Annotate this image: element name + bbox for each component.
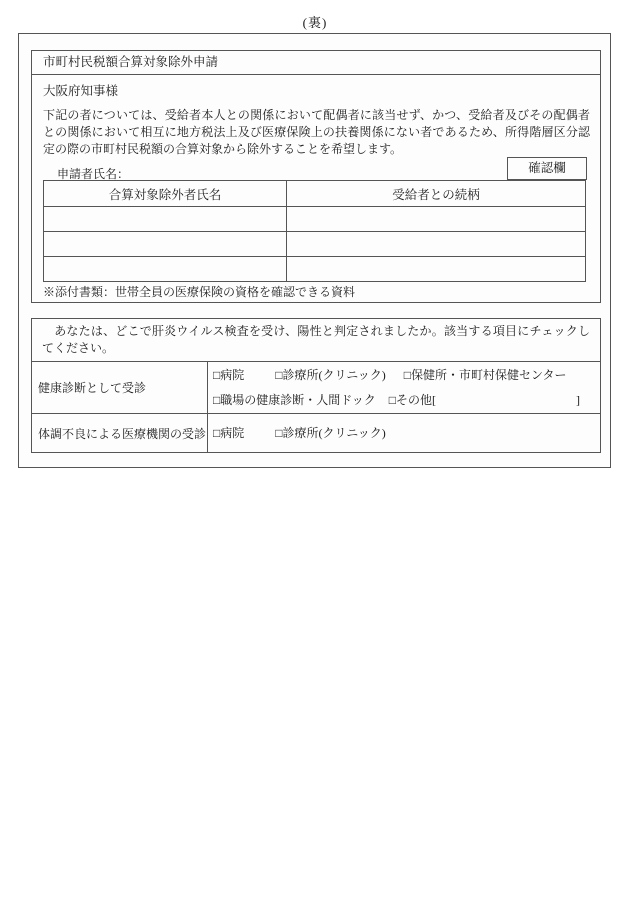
checkbox-option-clinic[interactable]: □診療所(クリニック) (275, 367, 386, 382)
applicant-name-label: 申請者氏名： (57, 167, 130, 181)
options-line (213, 363, 600, 388)
attachment-note: ※添付書類：世帯全員の医療保険の資格を確認できる資料 (43, 285, 356, 299)
checkbox-option-hospital[interactable]: □病院 (213, 367, 245, 382)
excluded-persons-table (43, 180, 586, 282)
confirmation-column-label: 確認欄 (528, 161, 566, 175)
column-header-relationship: 受給者との続柄 (287, 181, 586, 207)
options-line (213, 421, 600, 446)
illness-visit-options (208, 414, 600, 453)
checkbox-option-hospital[interactable]: □病院 (213, 426, 245, 440)
excluded-name-cell[interactable] (44, 207, 287, 232)
excluded-name-cell[interactable] (44, 257, 287, 282)
checkbox-option-health-center[interactable]: □保健所・市町村保健センター (403, 367, 567, 382)
application-body-text: 下記の者については、受給者本人との関係において配偶者に該当せず、かつ、受給者及びその配偶者との関係において相互に地方税法上及び医療保険上の扶養関係にない者であるため、所得階層区分認定の際の市町村民税額の合算対象から除外することを希望します。 (43, 108, 590, 156)
health-checkup-row (32, 362, 600, 413)
application-title: 市町村民税額合算対象除外申請 (32, 51, 600, 75)
health-checkup-label: 健康診断として受診 (32, 362, 208, 413)
page-side-label: (裏) (302, 15, 328, 30)
options-line (213, 388, 600, 413)
table-header-row (44, 181, 586, 207)
hepatitis-check-section (31, 318, 601, 453)
relationship-cell[interactable] (287, 232, 586, 257)
table-row (44, 207, 586, 232)
form-outer-border (18, 33, 611, 468)
hepatitis-question-text: あなたは、どこで肝炎ウイルス検査を受け、陽性と判定されましたか。該当する項目にチェックしてください。 (32, 319, 600, 362)
health-checkup-options (208, 362, 600, 413)
table-row (44, 257, 586, 282)
tax-exclusion-application-section (31, 50, 601, 303)
confirmation-column-box (507, 157, 587, 180)
column-header-excluded-name: 合算対象除外者氏名 (44, 181, 287, 207)
excluded-name-cell[interactable] (44, 232, 287, 257)
checkbox-option-workplace-checkup[interactable]: □職場の健康診断・人間ドック (213, 392, 376, 407)
relationship-cell[interactable] (287, 257, 586, 282)
addressee-line: 大阪府知事様 (43, 84, 119, 98)
relationship-cell[interactable] (287, 207, 586, 232)
table-row (44, 232, 586, 257)
other-bracket-close: ] (576, 392, 581, 407)
illness-visit-row (32, 413, 600, 453)
checkbox-option-clinic[interactable]: □診療所(クリニック) (275, 426, 386, 440)
illness-visit-label: 体調不良による医療機関の受診 (32, 414, 208, 453)
checkbox-option-other-open[interactable]: □その他[ (388, 392, 437, 407)
